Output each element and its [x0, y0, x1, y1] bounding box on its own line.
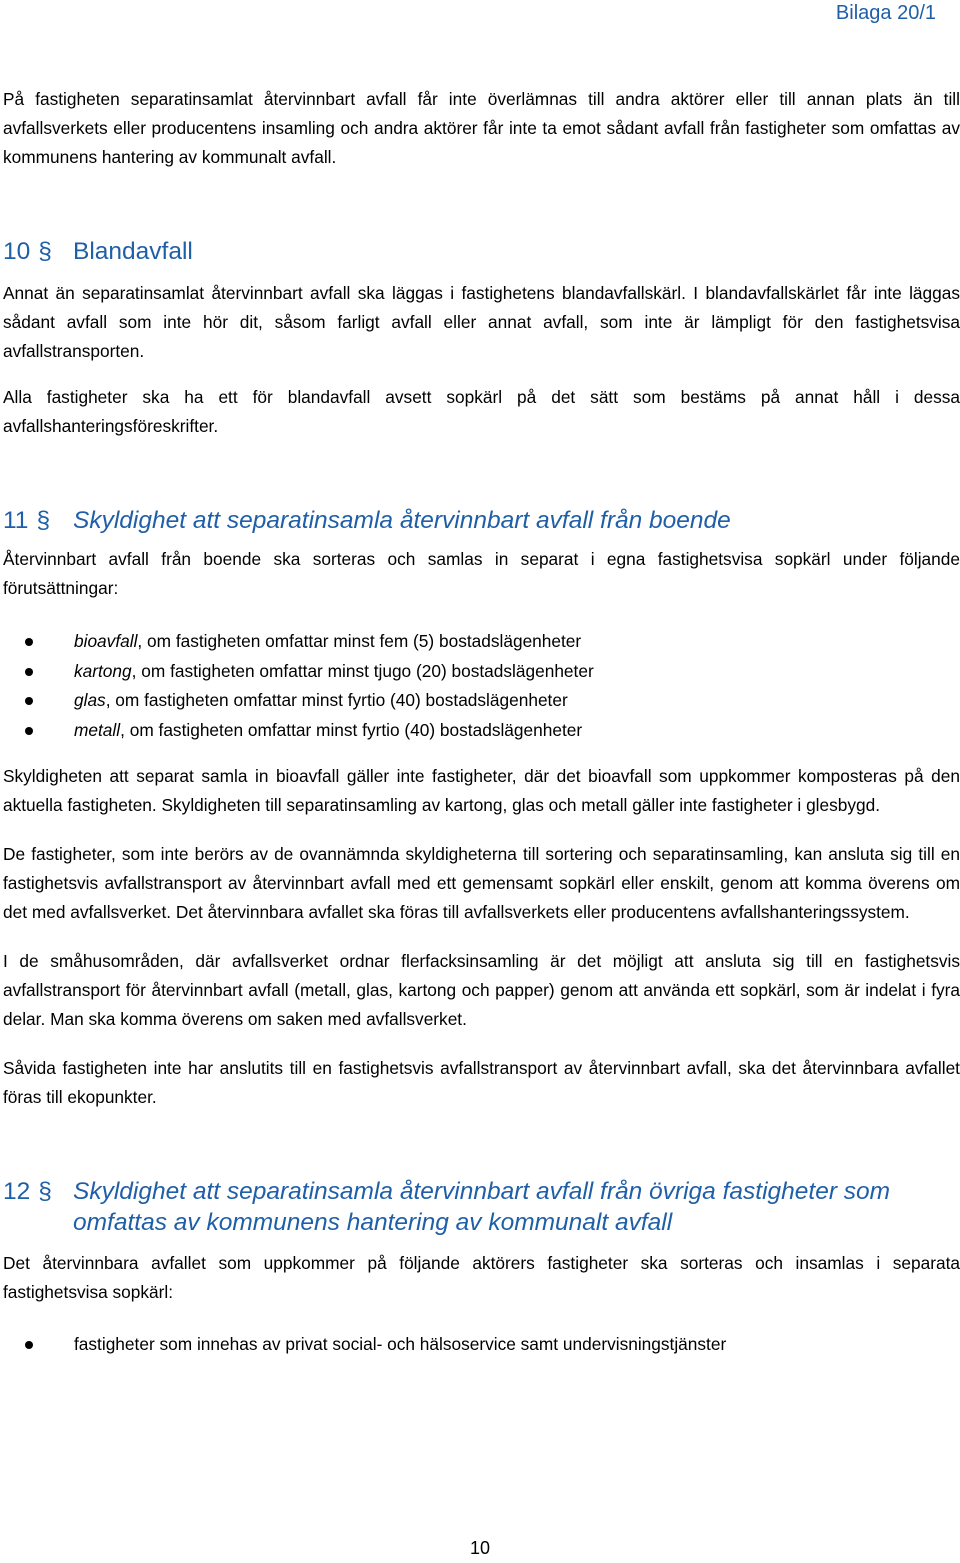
document-body: [3, 85, 960, 1360]
section-10-sign: §: [38, 238, 52, 265]
section-11-paragraph-1: Skyldigheten att separat samla in bioavfall gäller inte fastigheter, där det bioavfall som uppkommer komposteras på den aktuella fastigheten. Skyldigheten till separatinsamling av kartong, glas och metall gäller inte fastigheter i glesbygd.: [3, 766, 960, 815]
section-10-heading: [3, 236, 960, 267]
bullet-term: glas: [74, 690, 106, 710]
bullet-term: metall: [74, 719, 121, 740]
bullet-text: , om fastigheten omfattar minst fem (5) bostadslägenheter: [137, 631, 582, 651]
list-item: [3, 657, 960, 687]
section-11-title: Skyldighet att separatinsamla återvinnbart avfall från boende: [73, 507, 731, 534]
section-11-sign: §: [36, 507, 51, 534]
section-11-bullet-list: [3, 627, 960, 745]
list-item: [3, 1330, 960, 1360]
section-10-paragraph-1: Annat än separatinsamlat återvinnbart avfall ska läggas i fastighetens blandavfallskärl. I blandavfallskärlet får inte läggas sådant avfall som inte hör dit, såsom farligt avfall eller annat avfall, som inte är lämpligt för den fastighetsvisa avfallstransporten.: [3, 283, 960, 361]
section-10-number-wrap: [3, 236, 73, 267]
list-item: [3, 627, 960, 657]
section-11-heading: [3, 505, 960, 536]
list-item: [3, 686, 960, 716]
section-10-number: 10: [3, 238, 31, 265]
section-12-title: Skyldighet att separatinsamla återvinnbart avfall från övriga fastigheter som omfattas av kommunens hantering av kommunalt avfall: [73, 1178, 891, 1236]
bullet-icon: [25, 668, 33, 676]
section-12-number: 12: [3, 1178, 31, 1205]
section-12-number-wrap: [3, 1176, 73, 1238]
bullet-text: fastigheter som innehas av privat social- och hälsoservice samt undervisningstjänster: [74, 1334, 727, 1354]
page-number: 10: [469, 1538, 491, 1558]
bullet-icon: [25, 697, 33, 705]
section-12-bullet-list: [3, 1330, 960, 1360]
list-item: [3, 716, 960, 746]
bullet-term: bioavfall: [74, 631, 138, 651]
bullet-term: kartong: [74, 660, 132, 681]
section-11-paragraph-3: I de småhusområden, där avfallsverket ordnar flerfacksinsamling är det möjligt att ansluta sig till en fastighetsvis avfallstransport för återvinnbart avfall (metall, glas, kartong och papper) genom att använda ett sopkärl, som är indelat i fyra delar. Man ska komma överens om saken med avfallsverket.: [3, 951, 960, 1029]
bullet-icon: [25, 1341, 33, 1349]
section-12-lead: Det återvinnbara avfallet som uppkommer på följande aktörers fastigheter ska sorteras och insamlas i separata fastighetsvisa sopkärl:: [3, 1253, 960, 1302]
bullet-text: , om fastigheten omfattar minst tjugo (20) bostadslägenheter: [131, 660, 594, 681]
section-12-heading: [3, 1176, 960, 1238]
page-header-label: Bilaga 20/1: [835, 2, 936, 24]
section-11-paragraph-2: De fastigheter, som inte berörs av de ovannämnda skyldigheterna till sortering och separatinsamling, kan ansluta sig till en fastighetsvis avfallstransport av återvinnbart avfall med ett gemensamt sopkärl eller enskilt, genom att komma överens om det med avfallsverket. Det återvinnbara avfallet ska föras till avfallsverkets eller producentens avfallshanteringssystem.: [3, 844, 960, 922]
section-12-sign: §: [38, 1178, 52, 1205]
section-10-paragraph-2: Alla fastigheter ska ha ett för blandavfall avsett sopkärl på det sätt som bestäms på annat håll i dessa avfallshanteringsföreskrifter.: [3, 387, 960, 436]
section-11-number: 11: [3, 507, 29, 534]
bullet-icon: [25, 727, 33, 735]
bullet-text: , om fastigheten omfattar minst fyrtio (40) bostadslägenheter: [105, 690, 568, 710]
bullet-text: , om fastigheten omfattar minst fyrtio (40) bostadslägenheter: [120, 719, 583, 740]
bullet-icon: [25, 638, 33, 646]
section-11-lead: Återvinnbart avfall från boende ska sorteras och samlas in separat i egna fastighetsvisa sopkärl under följande förutsättningar:: [3, 549, 960, 598]
section-10-title: Blandavfall: [73, 238, 193, 265]
section-11-paragraph-4: Såvida fastigheten inte har anslutits till en fastighetsvis avfallstransport av återvinnbart avfall, ska det återvinnbara avfallet föras till ekopunkter.: [3, 1058, 960, 1107]
intro-paragraph: På fastigheten separatinsamlat återvinnbart avfall får inte överlämnas till andra aktörer eller till annan plats än till avfallsverkets eller producentens insamling och andra aktörer får inte ta emot sådant avfall från fastigheter som omfattas av kommunens hantering av kommunalt avfall.: [3, 89, 960, 167]
section-11-number-wrap: [3, 505, 73, 536]
